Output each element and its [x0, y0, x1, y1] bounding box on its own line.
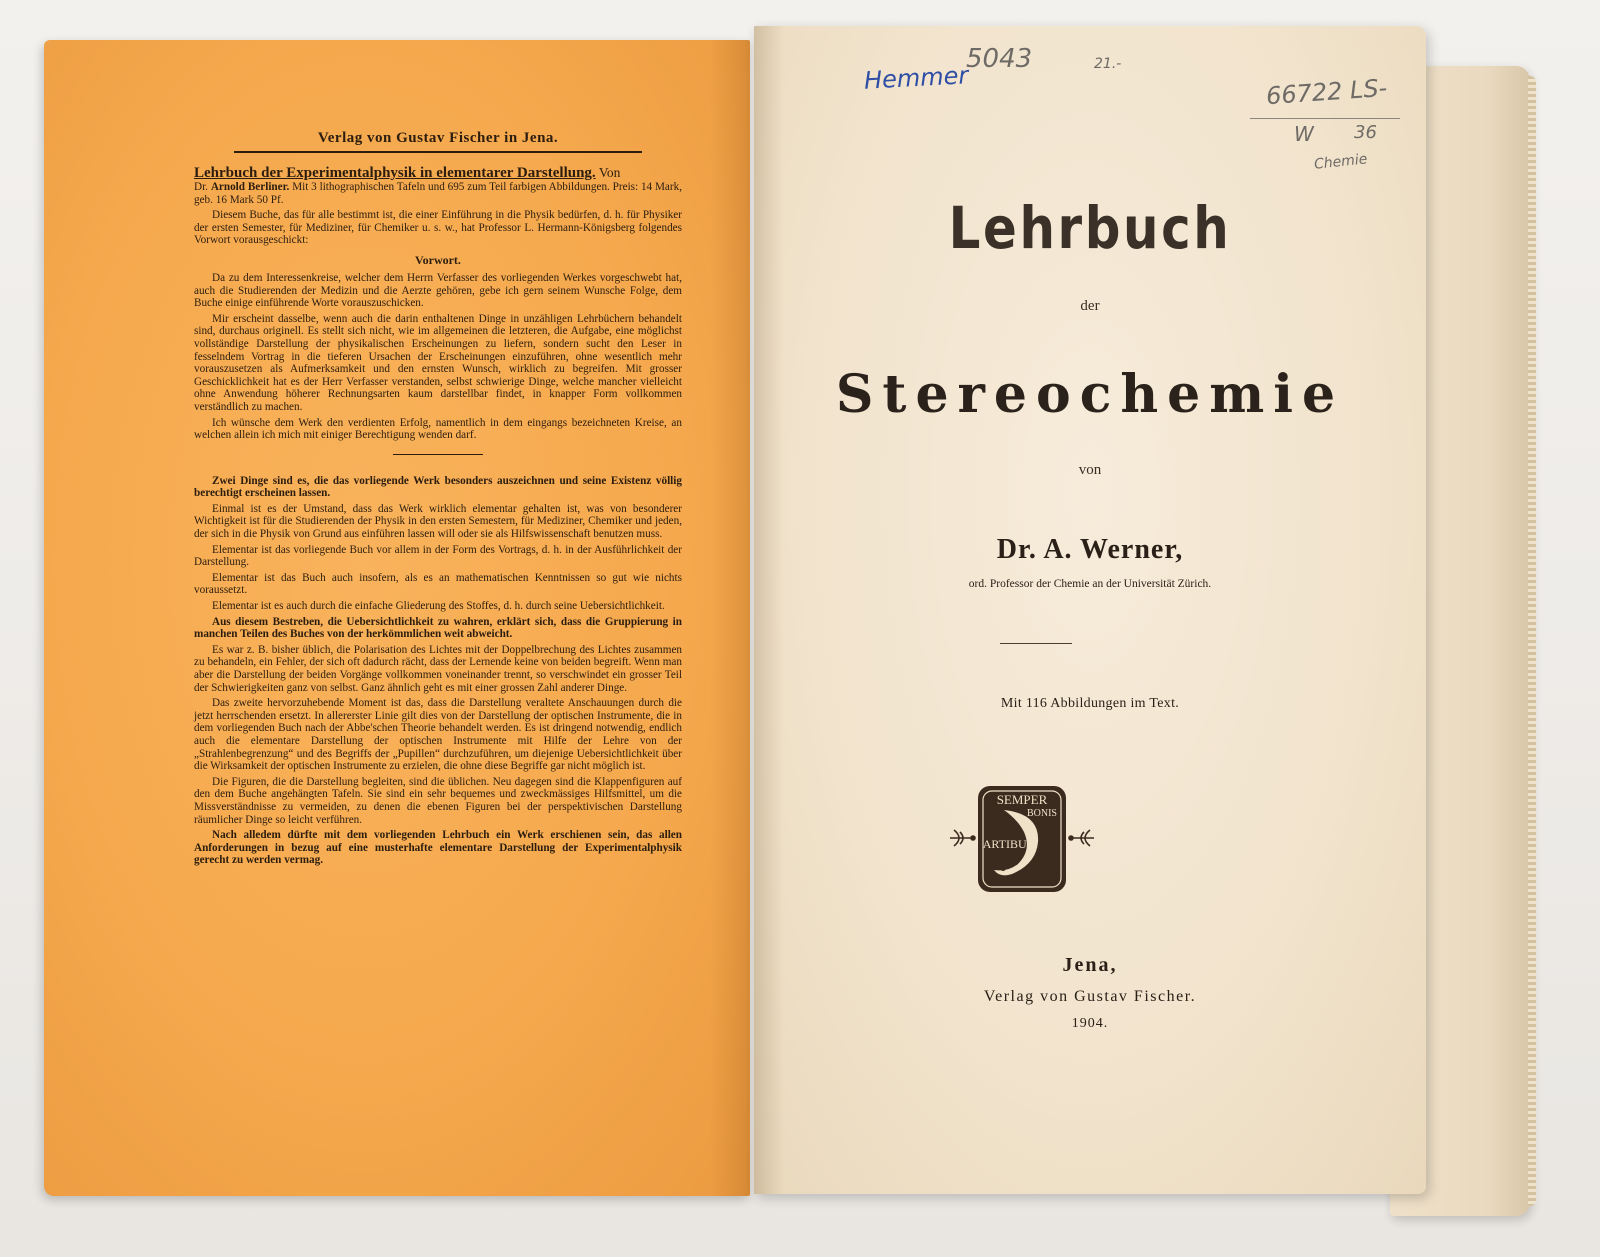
author-position: ord. Professor der Chemie an der Universität Zürich.: [968, 578, 1212, 590]
paragraph-elementar-2: Elementar ist das Buch auch insofern, als es an mathematischen Kenntnissen so gut wie nichts voraussetzt.: [194, 571, 682, 597]
paragraph-elementar-1: Elementar ist das vorliegende Buch vor allem in der Form des Vortrags, d. h. in der Ausführlichkeit der Darstellung.: [194, 543, 682, 569]
fish-emblem-icon: [942, 780, 1102, 900]
vorwort-heading: Vorwort.: [415, 252, 461, 267]
title-lehrbuch: Lehrbuch: [948, 194, 1232, 262]
handwritten-shelf-number: 36: [1354, 122, 1377, 143]
handwritten-catalog-number: 66722 LS-: [1265, 73, 1389, 111]
handwritten-shelf-letter: W: [1294, 122, 1314, 146]
publisher-header: Verlag von Gustav Fischer in Jena.: [234, 130, 642, 153]
page-edges: [1528, 76, 1536, 1206]
right-ornament-icon: [1069, 830, 1094, 846]
paragraph-closing: Nach alledem dürfte mit dem vorliegenden Lehrbuch ein Werk erschienen sein, das allen Anforderungen in bezug auf eine musterhafte elementare Darstellung der Experimentalphysik gerecht zu werden vermag.: [194, 829, 682, 867]
paragraph-zweite: Das zweite hervorzuhebende Moment ist das, dass die Darstellung veraltete Anschauungen durch die jetzt herrschenden ersetzt. In allererster Linie gilt dies von der Darstellung der optischen Instrumente, die in dem vorliegenden Buch nach der Abbe'schen Theorie behandelt werden. Es ist dringend notwendig, endlich auch die elementare Darstellung der optischen Instrumente mit Hilfe der Lehre von der „Strahlenbegrenzung“ und des Begriffs der „Pupillen“ durchzuführen, um diejenige Uebersichtlichkeit über die Wirksamkeit der optischen Instrumente zu erzielen, die ohne diese Begriffe gar nicht möglich ist.: [194, 697, 682, 773]
paragraph-es-war: Es war z. B. bisher üblich, die Polarisation des Lichtes mit der Doppelbrechung des Lichtes zusammen zu behandeln, ein Fehler, der sich oft dadurch rächt, dass der Lernende keine von beiden begreift. Wenn man aber die Darstellung der beiden Vorgänge vollkommen voneinander trennt, so verschwindet ein grosser Teil der Schwierigkeiten ganz von selbst. Ganz ähnlich geht es mit einer grossen Zahl anderer Dinge.: [194, 643, 682, 694]
publisher-emblem: [942, 780, 1102, 900]
pencil-underline: [1250, 118, 1400, 119]
handwritten-number-top: 5043: [966, 44, 1033, 74]
author-name: Dr. A. Werner,: [996, 534, 1184, 565]
title-page-content: [754, 26, 1426, 1194]
paragraph-einmal: Einmal ist es der Umstand, dass das Werk wirklich elementar gehalten ist, was von besonderer Wichtigkeit ist für die Studierenden der Physik in den ersten Semestern, für Mediziner, Chemiker und jeden, der sich in die Physik von Grund aus einführen lassen will oder sie als Hilfswissenschaft benutzen muss.: [194, 502, 682, 541]
vorwort-paragraph-3: Ich wünsche dem Werk den verdienten Erfolg, namentlich in dem eingangs bezeichneten Kreise, an welchen allein ich mich mit einiger Berechtigung wenden darf.: [194, 416, 682, 442]
handwritten-owner-name: Hemmer: [863, 61, 969, 95]
author-prefix: Dr.: [194, 181, 208, 193]
publication-year: 1904.: [1071, 1016, 1109, 1031]
paragraph-aus-diesem: Aus diesem Bestreben, die Uebersichtlichkeit zu wahren, erklärt sich, dass die Gruppierung in manchen Teilen des Buches von der herkömmlichen weit abweicht.: [194, 615, 682, 641]
paragraph-figuren: Die Figuren, die die Darstellung begleiten, sind die üblichen. Neu dagegen sind die Klappenfiguren auf den dem Buche angehängten Tafeln. Sie sind ein sehr bequemes und zweckmässiges Hilfsmittel, um die Missverständnisse zu vermeiden, zu denen die ebenen Figuren bei der perspektivischen Darstellung räumlicher Dinge so leicht verführen.: [194, 775, 682, 826]
left-page-advertisement: [44, 40, 750, 1196]
left-ornament-icon: [950, 830, 975, 846]
section-intro: Zwei Dinge sind es, die das vorliegende Werk besonders auszeichnen und seine Existenz völlig berechtigt erscheinen lassen.: [194, 474, 682, 500]
book-details: Mit 3 lithographischen Tafeln und 695 zum Teil farbigen Abbildungen. Preis: 14 Mark, geb. 16 Mark 50 Pf.: [194, 181, 682, 206]
emblem-motto-1: SEMPER: [996, 792, 1048, 807]
intro-paragraph: Diesem Buche, das für alle bestimmt ist, die einer Einführung in die Physik bedürfen, d. h. für Physiker der ersten Semester, für Mediziner, für Chemiker u. s. w., hat Professor L. Hermann-Königsberg folgendes Vorwort vorausgeschickt:: [194, 209, 682, 247]
advertised-author-line: [194, 181, 682, 206]
illustrations-note: Mit 116 Abbildungen im Text.: [1000, 696, 1180, 711]
publisher-city: Jena,: [1062, 954, 1118, 976]
advertisement-text-block: [194, 130, 682, 870]
section-divider: [393, 454, 483, 455]
title-von: von: [1078, 462, 1102, 478]
publisher-name: Verlag von Gustav Fischer.: [983, 988, 1197, 1005]
advertised-book-title: Lehrbuch der Experimentalphysik in elementarer Darstellung.: [194, 165, 596, 181]
vorwort-paragraph-2: Mir erscheint dasselbe, wenn auch die darin enthaltenen Dinge in unzähligen Lehrbüchern behandelt sind, durchaus originell. Es stellt sich nicht, wie im allgemeinen die letzteren, die Aufgabe, eine möglichst vollständige Darstellung der physikalischen Erscheinungen zu liefern, sondern sucht den Leser in fesselndem Vortrag in die tieferen Ursachen der Erscheinungen einzuführen, ohne wesentlich mehr vorauszusetzen als Aufmerksamkeit und den ernsten Wunsch, wirklich zu begreifen. Mit grosser Geschicklichkeit hat es der Herr Verfasser verstanden, selbst schwierige Dinge, welche mancher vielleicht ohne Anwendung höherer Rechnungsarten kaum darstellbar findet, in knapper Form vollkommen verständlich zu machen.: [194, 312, 682, 413]
paragraph-elementar-3: Elementar ist es auch durch die einfache Gliederung des Stoffes, d. h. durch seine Uebersichtlichkeit.: [212, 600, 665, 613]
emblem-motto-3: ARTIBUS: [982, 837, 1034, 851]
handwritten-subject: Chemie: [1313, 151, 1369, 173]
title-der: der: [1080, 298, 1100, 314]
advertised-book-title-block: [194, 165, 682, 181]
vorwort-paragraph-1: Da zu dem Interessenkreise, welcher dem Herrn Verfasser des vorliegenden Werkes vorgeschwebt hat, auch die Studierenden der Medizin und die Aerzte gehören, gebe ich gern seinem Wunsche Folge, dem Buche einige einführende Worte vorauszuschicken.: [194, 271, 682, 310]
advertised-author: Arnold Berliner.: [210, 181, 290, 193]
title-stereochemie: Stereochemie: [835, 364, 1345, 425]
handwritten-small-mark: 21.-: [1094, 56, 1122, 72]
emblem-motto-2: BONIS: [1026, 808, 1058, 819]
title-divider: [1000, 643, 1072, 644]
title-von: Von: [598, 165, 621, 180]
